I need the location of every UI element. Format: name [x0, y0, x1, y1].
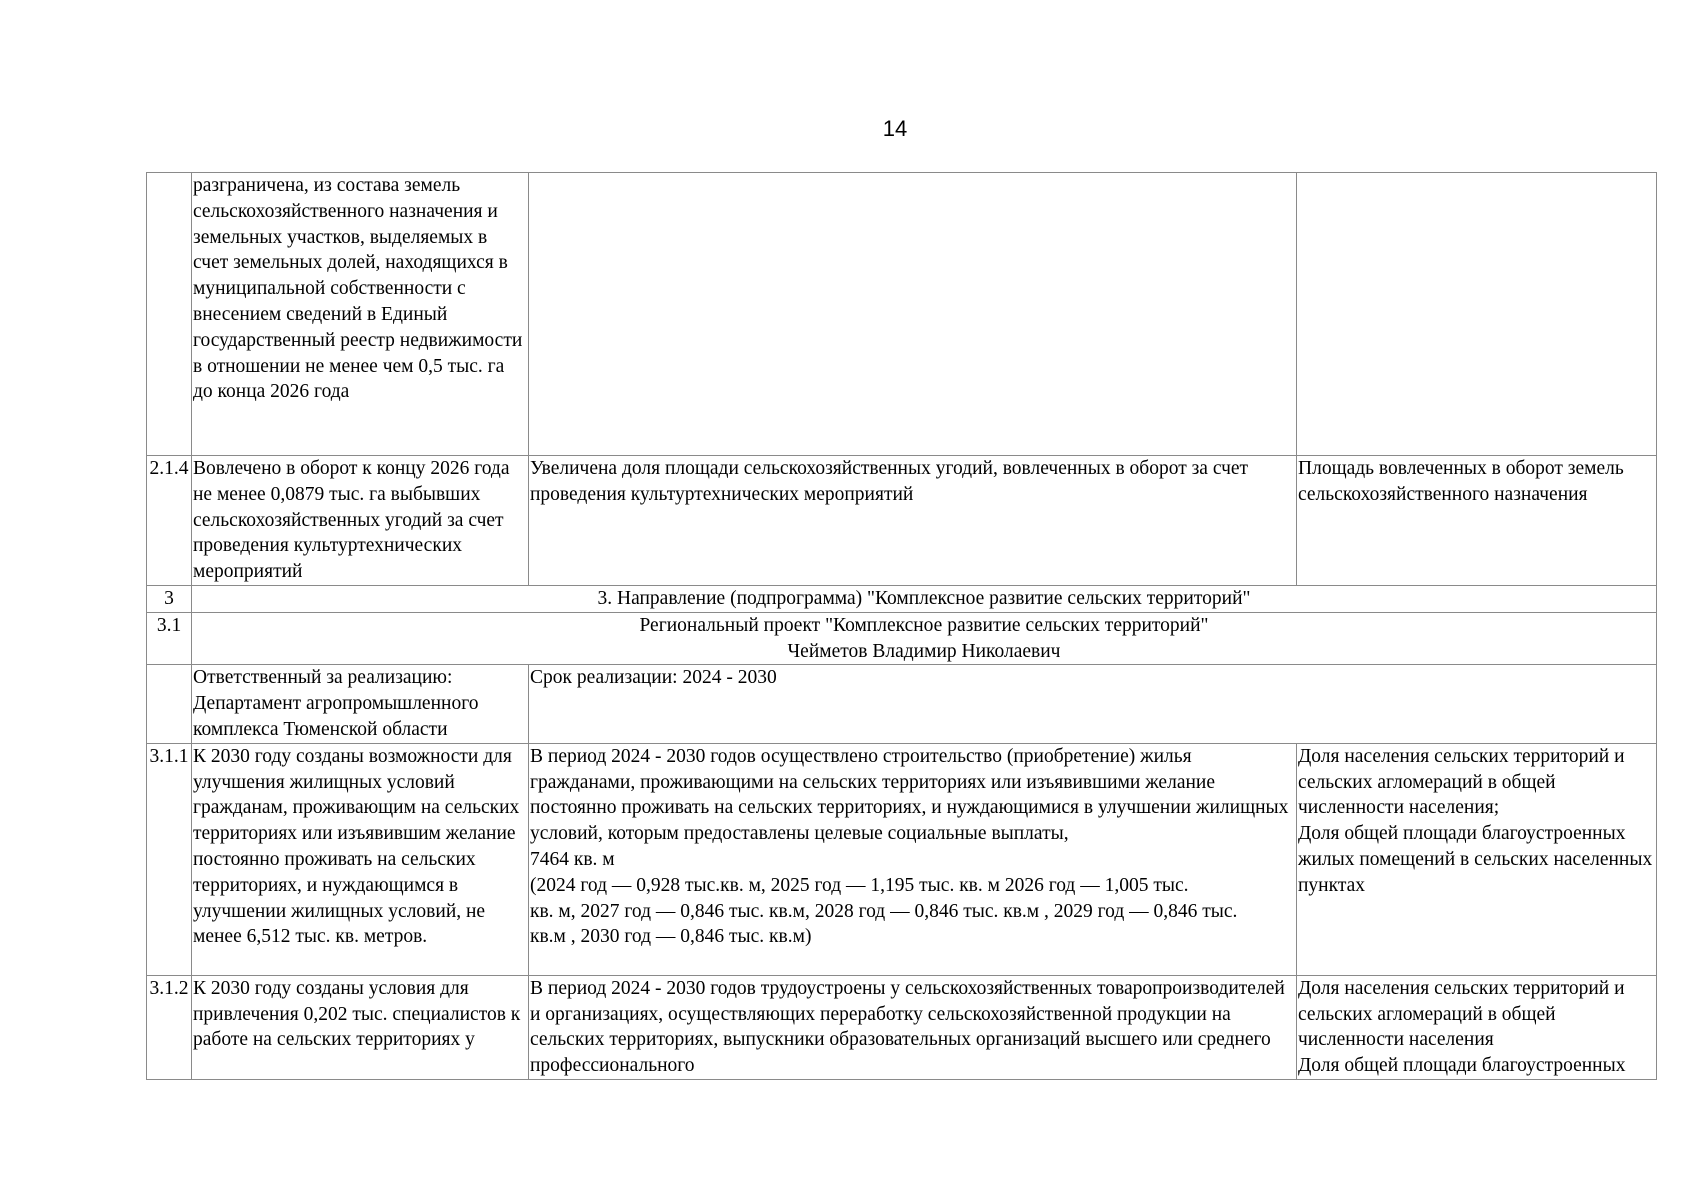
indicator-text: Доля населения сельских территорий и сельских агломераций в общей численности населения;	[1298, 745, 1625, 819]
result-cell: разграничена, из состава земель сельскохозяйственного назначения и земельных участков, выделяемых в счет земельных долей, находящихся в муниципальной собственности с внесением сведений в Единый государственный реестр недвижимости в отношении не менее чем 0,5 тыс. га до конца 2026 года	[192, 173, 529, 456]
effect-total: 7464 кв. м	[530, 848, 615, 870]
project-title-cell	[192, 612, 1657, 665]
project-header-row	[147, 612, 1657, 665]
section-number: 3	[147, 585, 192, 612]
indicator-cell	[1297, 743, 1657, 975]
section-title: 3. Направление (подпрограмма) "Комплексное развитие сельских территорий"	[192, 585, 1657, 612]
effect-breakdown-1: (2024 год — 0,928 тыс.кв. м, 2025 год — 1,195 тыс. кв. м 2026 год — 1,005 тыс.	[530, 874, 1189, 896]
indicator-text: Доля населения сельских территорий и сельских агломераций в общей численности населения	[1298, 977, 1625, 1051]
result-cell: К 2030 году созданы возможности для улучшения жилищных условий гражданам, проживающим на сельских территориях или изъявившим желание постоянно проживать на сельских территориях, и нуждающимся в улучшении жилищных условий, не менее 6,512 тыс. кв. метров.	[192, 743, 529, 975]
effect-cell: Увеличена доля площади сельскохозяйственных угодий, вовлеченных в оборот за счет проведения культуртехнических мероприятий	[529, 456, 1297, 586]
result-cell: К 2030 году созданы условия для привлечения 0,202 тыс. специалистов к работе на сельских территориях у	[192, 975, 529, 1079]
effect-text: В период 2024 - 2030 годов осуществлено строительство (приобретение) жилья гражданами, проживающими на сельских территориях или изъявившими желание постоянно проживать на сельских территориях, и нуждающимися в улучшении жилищных условий, которым предоставлены целевые социальные выплаты,	[530, 745, 1289, 845]
responsible-row	[147, 665, 1657, 743]
page-number: 14	[882, 116, 908, 141]
indicator-text: Доля общей площади благоустроенных	[1298, 1055, 1626, 1077]
program-structure-table	[146, 172, 1657, 1080]
table-row	[147, 743, 1657, 975]
term-cell: Срок реализации: 2024 - 2030	[529, 665, 1657, 743]
row-number: 3.1.2	[147, 975, 192, 1079]
row-number	[147, 665, 192, 743]
effect-cell	[529, 743, 1297, 975]
indicator-cell: Площадь вовлеченных в оборот земель сельскохозяйственного назначения	[1297, 456, 1657, 586]
result-cell: Вовлечено в оборот к концу 2026 года не менее 0,0879 тыс. га выбывших сельскохозяйственных угодий за счет проведения культуртехнических мероприятий	[192, 456, 529, 586]
indicator-text: Доля общей площади благоустроенных жилых помещений в сельских населенных пунктах	[1298, 823, 1653, 896]
project-leader: Чейметов Владимир Николаевич	[787, 640, 1061, 662]
effect-breakdown-3: кв.м , 2030 год — 0,846 тыс. кв.м)	[530, 926, 812, 948]
project-title: Региональный проект "Комплексное развитие сельских территорий"	[639, 614, 1209, 636]
effect-cell	[529, 173, 1297, 456]
table-row	[147, 173, 1657, 456]
effect-cell: В период 2024 - 2030 годов трудоустроены у сельскохозяйственных товаропроизводителей и организациях, осуществляющих переработку сельскохозяйственной продукции на сельских территориях, выпускники образовательных организаций высшего или среднего профессионального	[529, 975, 1297, 1079]
row-number	[147, 173, 192, 456]
row-number: 3.1.1	[147, 743, 192, 975]
table-row	[147, 975, 1657, 1079]
indicator-cell	[1297, 173, 1657, 456]
table-row	[147, 456, 1657, 586]
project-number: 3.1	[147, 612, 192, 665]
row-number: 2.1.4	[147, 456, 192, 586]
effect-breakdown-2: кв. м, 2027 год — 0,846 тыс. кв.м, 2028 год — 0,846 тыс. кв.м , 2029 год — 0,846 тыс.	[530, 900, 1238, 922]
responsible-cell: Ответственный за реализацию: Департамент агропромышленного комплекса Тюменской области	[192, 665, 529, 743]
indicator-cell	[1297, 975, 1657, 1079]
section-header-row	[147, 585, 1657, 612]
